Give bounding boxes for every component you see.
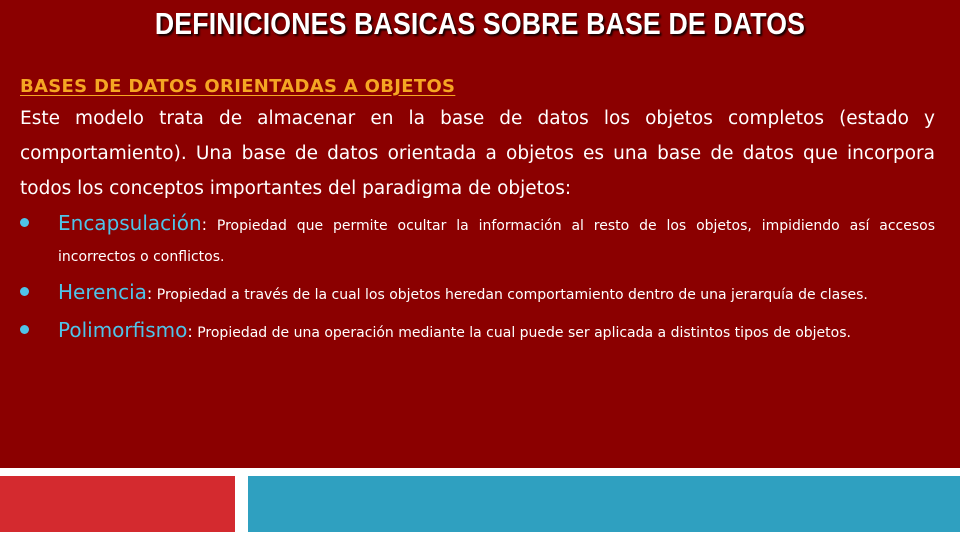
bullet-description: Propiedad que permite ocultar la información al resto de los objetos, impidiendo así accesos incorrectos o conflictos.: [58, 218, 935, 265]
list-item-herencia: [20, 277, 935, 311]
bullet-term: Polimorfismo: [58, 318, 188, 342]
bullet-colon: :: [187, 322, 193, 341]
concept-list: [20, 208, 935, 349]
bullet-text: [58, 277, 935, 311]
bullet-dot-icon: [20, 218, 29, 227]
bullet-text: [58, 208, 935, 273]
bullet-colon: :: [146, 284, 153, 303]
list-item-polimorfismo: [20, 315, 935, 349]
section-subtitle: BASES DE DATOS ORIENTADAS A OBJETOS: [20, 76, 456, 97]
footer-bar-right: [248, 476, 960, 532]
bullet-dot-icon: [20, 287, 29, 296]
bullet-term: Herencia: [58, 280, 147, 304]
bullet-description: Propiedad a través de la cual los objetos heredan comportamiento dentro de una jerarquía de clases.: [152, 287, 868, 303]
slide-content: [20, 76, 935, 353]
bullet-description: Propiedad de una operación mediante la cual puede ser aplicada a distintos tipos de objetos.: [192, 325, 851, 341]
bullet-term: Encapsulación: [58, 211, 202, 235]
list-item-encapsulacion: [20, 208, 935, 273]
bullet-colon: :: [201, 215, 208, 234]
bullet-text: [58, 315, 935, 349]
intro-paragraph: Este modelo trata de almacenar en la base de datos los objetos completos (estado y comportamiento). Una base de datos orientada a objetos es una base de datos que incorpora todos los conceptos importantes del paradigma de objetos:: [20, 108, 935, 199]
bullet-dot-icon: [20, 325, 29, 334]
slide-title: DEFINICIONES BASICAS SOBRE BASE DE DATOS: [154, 6, 806, 41]
footer-bar-left: [0, 476, 235, 532]
